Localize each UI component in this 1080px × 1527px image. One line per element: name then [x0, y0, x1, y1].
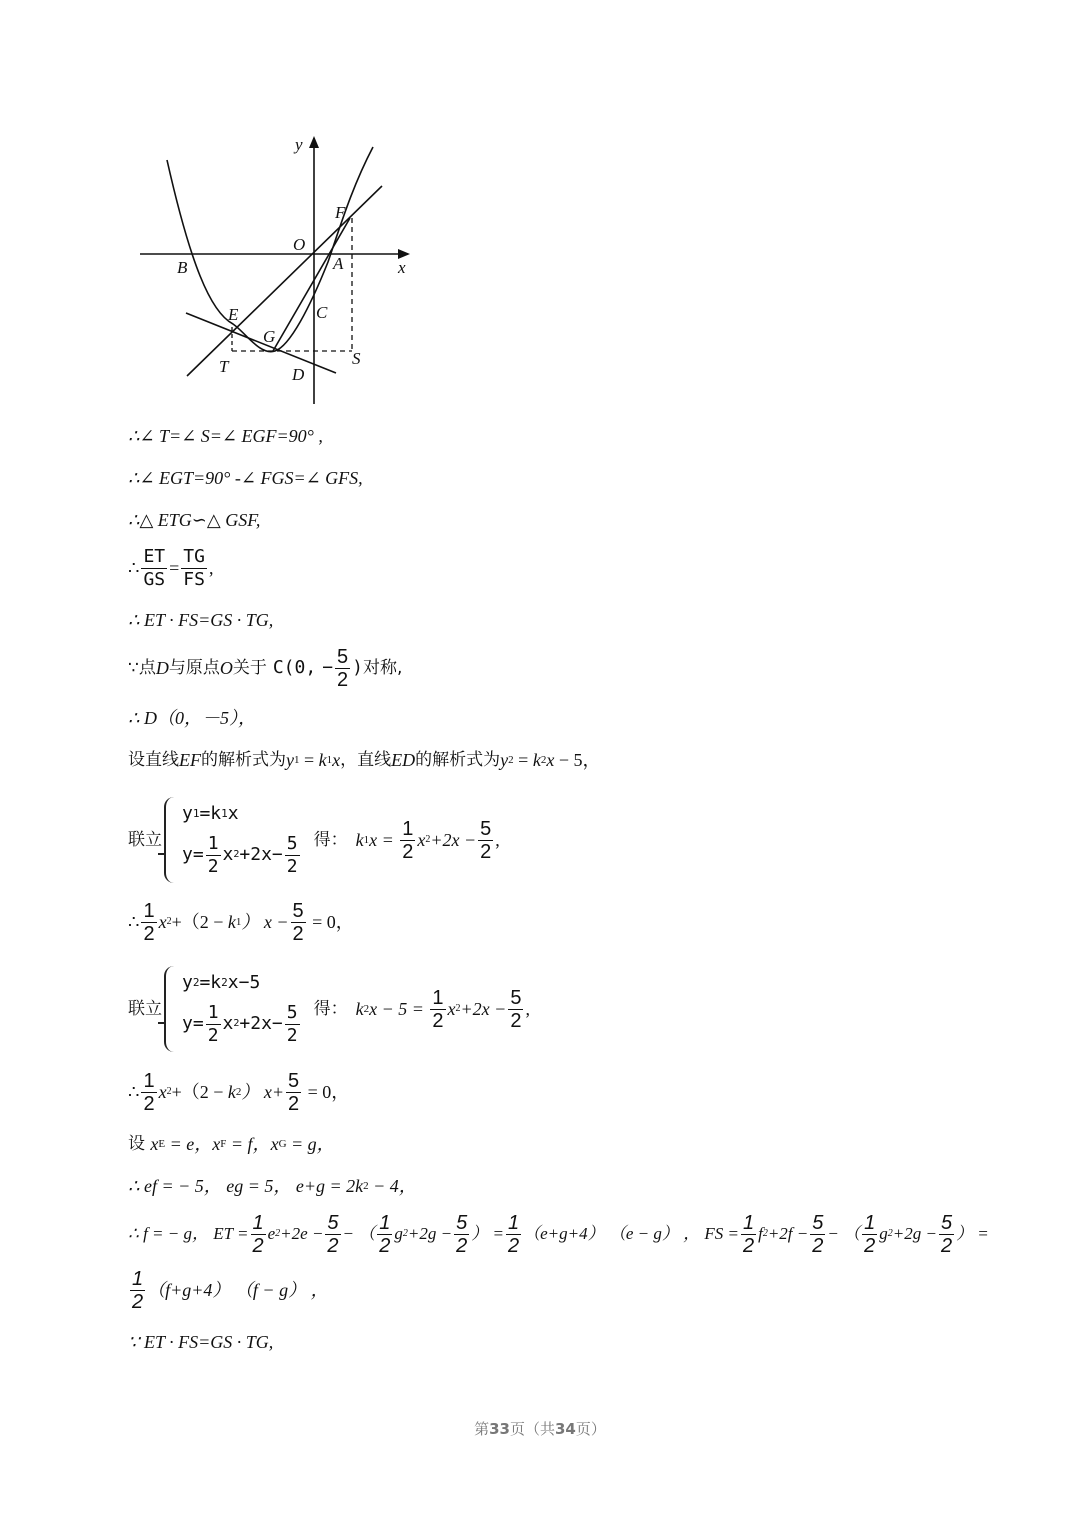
equation-system: [164, 797, 302, 883]
t: ∴ f = − g， ET =: [128, 1224, 249, 1243]
proof-line-13: [128, 1210, 989, 1258]
lead-text: 联立: [128, 830, 162, 850]
frac: [400, 818, 415, 863]
frac: [141, 900, 156, 945]
numerator: 5: [337, 645, 349, 668]
t: ） =: [956, 1224, 989, 1243]
t: g: [879, 1224, 888, 1243]
t: 2: [455, 1003, 461, 1014]
t: − 4，: [368, 1176, 417, 1196]
t: x: [417, 830, 426, 850]
n: 1: [432, 986, 444, 1009]
fraction-et-gs: [141, 546, 167, 591]
t: 2: [762, 1228, 768, 1239]
t: 2: [425, 834, 431, 845]
var: y: [286, 750, 294, 770]
t: k: [355, 830, 364, 850]
n: 1: [864, 1211, 876, 1234]
rows: [182, 972, 302, 1047]
d: 2: [252, 1234, 264, 1257]
t: 第: [474, 1420, 490, 1438]
row-1: [182, 972, 302, 994]
system-1: [128, 795, 500, 885]
d: 2: [379, 1234, 391, 1257]
t: y: [182, 802, 193, 824]
t: 设: [128, 1134, 151, 1154]
n: 1: [143, 1069, 155, 1092]
t: +2e −: [280, 1224, 324, 1243]
t: e: [267, 1224, 276, 1243]
d: 2: [286, 1024, 298, 1046]
equals: =: [299, 750, 319, 770]
t: 1: [363, 834, 370, 846]
d: 2: [510, 1009, 522, 1032]
equals: =: [513, 750, 533, 770]
row-2: [182, 833, 302, 878]
n: 1: [252, 1211, 264, 1234]
t: − （: [342, 1224, 376, 1243]
therefore-symbol: ∴: [128, 558, 140, 578]
d: 2: [402, 840, 414, 863]
equals: =: [169, 558, 180, 578]
text: ∴∠ EGT=90° -∠ FGS=∠ GFS,: [128, 468, 363, 488]
numerator: ET: [143, 545, 166, 567]
frac: [285, 833, 300, 878]
proof-line-11: [128, 1133, 335, 1155]
t: 2: [233, 1018, 240, 1029]
t: E: [158, 1138, 166, 1150]
label-O: O: [293, 235, 306, 254]
label-G: G: [263, 327, 276, 346]
var: x: [546, 750, 555, 770]
t: 2: [363, 1003, 370, 1015]
n: 5: [286, 832, 298, 854]
point-d: D: [155, 658, 169, 678]
t: ） x+: [241, 1082, 285, 1102]
text: ∵点: [128, 658, 156, 678]
var: k: [532, 750, 541, 770]
proof-line-7: [128, 707, 256, 729]
t: +2g −: [892, 1224, 937, 1243]
d: 2: [742, 1234, 755, 1257]
proof-line-1: [128, 425, 323, 447]
text: ，直线: [340, 750, 392, 770]
denominator: FS: [183, 568, 205, 590]
d: 2: [507, 1234, 520, 1257]
d: 2: [292, 922, 304, 945]
n: 5: [286, 1001, 298, 1023]
t: 2: [166, 1086, 172, 1097]
subscript: 1: [294, 754, 300, 766]
label-x: x: [398, 258, 406, 277]
frac: [206, 833, 221, 878]
frac: [454, 1212, 469, 1257]
text: 的解析式为: [415, 750, 501, 770]
t: 2: [192, 975, 200, 989]
t: +2x −: [460, 999, 507, 1019]
t: k: [355, 999, 364, 1019]
proof-line-2: [128, 467, 363, 489]
rows: [182, 803, 302, 878]
t: 1: [235, 916, 242, 928]
line-ef: EF: [179, 750, 201, 770]
t: 页）: [575, 1420, 606, 1438]
proof-line-5: [128, 609, 273, 631]
n: 1: [379, 1211, 391, 1234]
frac: [206, 1002, 221, 1047]
t: 2: [363, 1180, 369, 1192]
d: 2: [456, 1234, 468, 1257]
frac: [939, 1212, 954, 1257]
t: （f+g+4） （f − g） ，: [147, 1280, 329, 1300]
lead-text: 联立: [128, 999, 162, 1019]
numerator: TG: [183, 545, 205, 567]
frac: [810, 1212, 825, 1257]
text: 对称,: [363, 658, 403, 678]
t: y=: [182, 844, 204, 865]
denominator: GS: [143, 568, 166, 590]
t: ） x −: [241, 912, 289, 932]
t: = e，: [165, 1134, 213, 1154]
label-B: B: [177, 258, 188, 277]
label-T: T: [219, 357, 229, 376]
t: x: [447, 999, 456, 1019]
n: 1: [507, 1211, 520, 1234]
frac: [508, 987, 523, 1032]
t: 2: [221, 975, 228, 989]
label-E: E: [228, 305, 239, 324]
subscript: 2: [508, 754, 514, 766]
t: =k: [199, 802, 222, 824]
text: ∴ ET · FS=GS · TG,: [128, 610, 274, 630]
frac: [430, 987, 445, 1032]
n: 5: [510, 986, 522, 1009]
proof-line-12: [128, 1175, 417, 1197]
var: y: [500, 750, 509, 770]
text: 与原点: [168, 658, 220, 678]
n: 1: [207, 1001, 219, 1023]
proof-line-10: [128, 1068, 349, 1116]
frac: [862, 1212, 877, 1257]
line-ed: ED: [391, 750, 416, 770]
frac: [286, 1070, 301, 1115]
n: 1: [132, 1267, 144, 1290]
t: 2: [275, 1228, 281, 1239]
t: x: [212, 1134, 221, 1154]
var: k: [318, 750, 327, 770]
t: +2x −: [430, 830, 477, 850]
label-A: A: [333, 254, 344, 273]
n: 1: [742, 1211, 755, 1234]
n: 5: [327, 1211, 339, 1234]
t: x: [270, 1134, 279, 1154]
row-1: [182, 803, 302, 825]
proof-line-14: [128, 1266, 329, 1314]
label-y: y: [295, 135, 303, 154]
d: 2: [812, 1234, 824, 1257]
row-2: [182, 1002, 302, 1047]
label-C: C: [316, 303, 328, 322]
d: 2: [940, 1234, 953, 1257]
t: ∴ ef = − 5， eg = 5， e+g = 2k: [128, 1176, 364, 1196]
t: +（2 −: [171, 912, 228, 932]
t: ∴: [128, 1082, 140, 1102]
proof-line-4: [128, 544, 213, 592]
frac: [251, 1212, 266, 1257]
t: x − 5 =: [369, 999, 429, 1019]
t: = 0，: [303, 1082, 350, 1102]
t: − （: [827, 1224, 861, 1243]
t: 2: [166, 916, 172, 927]
frac: [325, 1212, 340, 1257]
frac: [377, 1212, 392, 1257]
t: 1: [221, 806, 228, 820]
text: ∴∠ T=∠ S=∠ EGF=90° ,: [128, 426, 323, 446]
d: 2: [132, 1290, 144, 1313]
total-pages: 34: [555, 1420, 576, 1438]
t: ） =: [471, 1224, 504, 1243]
t: x =: [369, 830, 399, 850]
t: f: [758, 1224, 763, 1243]
n: 1: [143, 899, 155, 922]
t: 页（共: [509, 1420, 555, 1438]
label-F: F: [335, 203, 346, 222]
t: +2g −: [407, 1224, 453, 1243]
d: 2: [143, 1092, 155, 1115]
page-footer: [0, 1418, 1080, 1439]
frac: [506, 1212, 521, 1257]
frac: [130, 1268, 145, 1313]
text: − 5，: [554, 750, 601, 770]
n: 5: [480, 817, 492, 840]
text: ∴ D（0，－5），: [128, 708, 256, 728]
t: （e+g+4） （e − g） ， FS =: [523, 1224, 739, 1243]
t: ,: [495, 830, 500, 850]
system-2: [128, 964, 530, 1054]
parabola-figure: [130, 132, 430, 422]
n: 1: [207, 832, 219, 854]
n: 5: [288, 1069, 300, 1092]
n: 1: [402, 817, 414, 840]
t: x: [158, 912, 167, 932]
text: 的解析式为: [201, 750, 286, 770]
proof-line-6: [128, 644, 402, 692]
label-S: S: [352, 349, 361, 368]
frac: [285, 1002, 300, 1047]
equation-system: [164, 966, 302, 1052]
t: =k: [199, 971, 222, 993]
t: +2f −: [767, 1224, 809, 1243]
frac: [478, 818, 493, 863]
text: ∵ ET · FS=GS · TG,: [128, 1332, 274, 1352]
frac: [741, 1212, 756, 1257]
proof-line-8: [128, 749, 600, 771]
t: g: [394, 1224, 403, 1243]
t: 2: [233, 849, 240, 860]
point-c-open: C(0,: [272, 657, 317, 678]
t: +（2 −: [171, 1082, 228, 1102]
t: y=: [182, 1013, 204, 1034]
label-D: D: [292, 365, 305, 384]
t: x: [158, 1082, 167, 1102]
get-text: 得：: [313, 999, 348, 1019]
d: 2: [143, 922, 155, 945]
n: 5: [456, 1211, 468, 1234]
frac: [141, 1070, 156, 1115]
denominator: 2: [337, 668, 349, 691]
get-text: 得：: [313, 830, 348, 850]
d: 2: [207, 855, 219, 877]
d: 2: [480, 840, 492, 863]
t: ,: [525, 999, 530, 1019]
d: 2: [432, 1009, 444, 1032]
t: +2x−: [239, 844, 283, 865]
proof-line-9: [128, 898, 354, 946]
point-o: O: [219, 658, 233, 678]
n: 5: [940, 1211, 953, 1234]
t: G: [278, 1138, 287, 1150]
t: x: [222, 844, 234, 865]
t: 1: [192, 806, 200, 820]
fraction-5-2: [335, 646, 350, 691]
point-c-close: ): [352, 657, 363, 678]
fraction-tg-fs: [181, 546, 207, 591]
t: k: [227, 1082, 236, 1102]
d: 2: [864, 1234, 876, 1257]
text: ∴△ ETG∽△ GSF,: [128, 510, 261, 530]
t: x−5: [227, 971, 261, 993]
brace: [164, 797, 176, 883]
t: x: [150, 1134, 159, 1154]
minus: −: [322, 657, 334, 678]
comma: ,: [208, 558, 214, 578]
t: 2: [402, 1228, 408, 1239]
t: F: [220, 1138, 227, 1150]
t: 2: [887, 1228, 893, 1239]
t: = 0，: [307, 912, 354, 932]
subscript: 2: [540, 754, 547, 766]
t: k: [227, 912, 236, 932]
var: x: [332, 750, 341, 770]
text: 设直线: [128, 750, 179, 770]
d: 2: [327, 1234, 339, 1257]
proof-line-15: [128, 1331, 273, 1353]
t: = f，: [226, 1134, 271, 1154]
n: 5: [812, 1211, 824, 1234]
t: 2: [235, 1086, 242, 1098]
proof-line-3: [128, 509, 260, 531]
text: 关于: [232, 658, 267, 678]
d: 2: [207, 1024, 219, 1046]
t: x: [227, 802, 239, 824]
d: 2: [288, 1092, 300, 1115]
frac: [291, 900, 306, 945]
t: = g，: [286, 1134, 335, 1154]
n: 5: [292, 899, 304, 922]
d: 2: [286, 855, 298, 877]
subscript: 1: [326, 754, 333, 766]
t: y: [182, 971, 193, 993]
t: ∴: [128, 912, 140, 932]
brace: [164, 966, 176, 1052]
t: x: [222, 1013, 234, 1034]
page-number: 33: [489, 1420, 510, 1438]
t: +2x−: [239, 1013, 283, 1034]
